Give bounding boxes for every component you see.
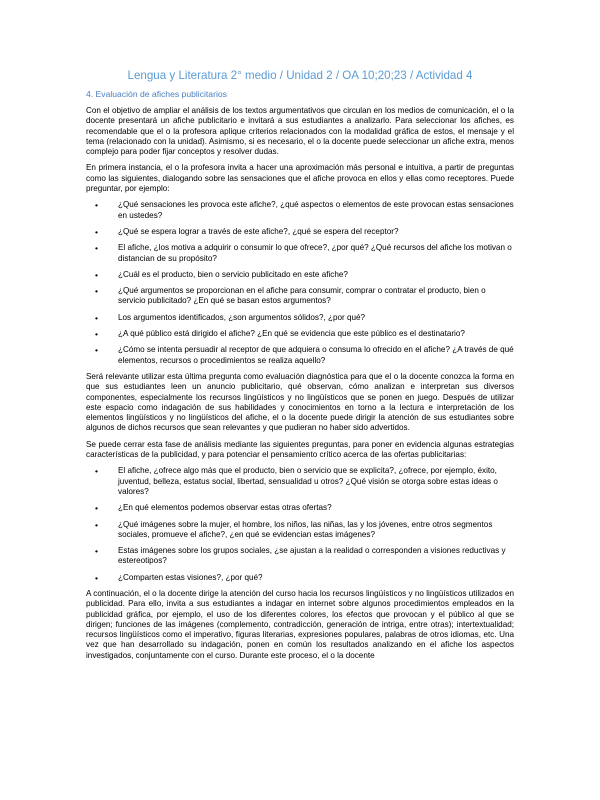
closing-phase-paragraph: Se puede cerrar esta fase de análisis mediante las siguientes preguntas, para poner en evidencia algunas estrategias características de la publicidad, y para potenciar el pensamiento crítico acerca de las ofertas publicitarias: xyxy=(86,439,514,460)
list-item: • ¿Comparten estas visiones?, ¿por qué? xyxy=(116,573,514,583)
first-stage-paragraph: En primera instancia, el o la profesora invita a hacer una aproximación más personal e intuitiva, a partir de preguntas como las siguientes, dialogando sobre las sensaciones que el afiche provoca en ellos y ellas como receptores. Puede preguntar, por ejemplo: xyxy=(86,163,514,194)
document-title: Lengua y Literatura 2° medio / Unidad 2 / OA 10;20;23 / Actividad 4 xyxy=(127,69,473,82)
list-item: • El afiche, ¿los motiva a adquirir o consumir lo que ofrece?, ¿por qué? ¿Qué recursos del afiche los motivan o distancian de su propósito? xyxy=(116,243,514,264)
list-item: • Los argumentos identificados, ¿son argumentos sólidos?, ¿por qué? xyxy=(116,313,514,323)
list-item: • ¿Qué imágenes sobre la mujer, el hombre, los niños, las niñas, las y los jóvenes, entre otros segmentos sociales, promueve el afiche?, ¿en qué se evidencian estas imágenes? xyxy=(116,520,514,541)
list-item: • ¿Cómo se intenta persuadir al receptor de que adquiera o consuma lo ofrecido en el afiche? ¿A través de qué elementos, recursos o procedimientos se realiza aquello? xyxy=(116,345,514,366)
critical-questions-list xyxy=(86,466,514,583)
list-item: • ¿Qué argumentos se proporcionan en el afiche para consumir, comprar o contratar el producto, bien o servicio publicitado? ¿En qué se basan estos argumentos? xyxy=(116,286,514,307)
list-item: • Estas imágenes sobre los grupos sociales, ¿se ajustan a la realidad o corresponden a visiones reductivas y estereotipos? xyxy=(116,546,514,567)
list-item: • ¿En qué elementos podemos observar estas otras ofertas? xyxy=(116,503,514,513)
resources-paragraph: A continuación, el o la docente dirige la atención del curso hacia los recursos lingüísticos y no lingüísticos utilizados en publicidad. Para ello, invita a sus estudiantes a indagar en internet sobre algunos procedimientos empleados en la publicidad gráfica, por ejemplo, el uso de los diferentes colores, los efectos que provocan y el público al que se dirigen; funciones de las imágenes (complemento, contradicción, generación de intriga, entre otras); intertextualidad; recursos lingüísticos como el imperativo, figuras literarias, expresiones populares, palabras de otros idiomas, etc. Una vez que han desarrollado su indagación, ponen en común los resultados analizando en el afiche los aspectos investigados, conjuntamente con el curso. Durante este proceso, el o la docente xyxy=(86,588,514,660)
section-heading: 4. Evaluación de afiches publicitarios xyxy=(86,89,227,99)
list-item: • ¿A qué público está dirigido el afiche? ¿En qué se evidencia que este público es el destinatario? xyxy=(116,329,514,339)
diagnostic-paragraph: Será relevante utilizar esta última pregunta como evaluación diagnóstica para que el o la docente conozca la forma en que sus estudiantes leen un anuncio publicitario, qué observan, cómo analizan e interpretan sus diversos componentes, especialmente los recursos lingüísticos y no lingüísticos que se ponen en juego. Después de utilizar este espacio como indagación de sus habilidades y conocimientos en torno a la lectura e interpretación de los elementos lingüísticos y no lingüísticos del afiche, el o la docente puede dirigir la atención de sus estudiantes sobre algunos de dichos recursos que sean relevantes y que pudieran no haber sido advertidos. xyxy=(86,371,514,433)
intro-paragraph: Con el objetivo de ampliar el análisis de los textos argumentativos que circulan en los medios de comunicación, el o la docente presentará un afiche publicitario e invitará a sus estudiantes a analizarlo. Para seleccionar los afiches, es recomendable que el o la profesora aplique criterios relacionados con la modalidad gráfica de estos, el mensaje y el tema (relacionado con la unidad). Asimismo, si es necesario, el o la docente puede seleccionar un afiche extra, menos complejo para poder fijar conceptos y resolver dudas. xyxy=(86,106,514,157)
initial-questions-list xyxy=(86,200,514,366)
list-item: • ¿Cuál es el producto, bien o servicio publicitado en este afiche? xyxy=(116,270,514,280)
list-item: • ¿Qué sensaciones les provoca este afiche?, ¿qué aspectos o elementos de este provocan estas sensaciones en ustedes? xyxy=(116,200,514,221)
list-item: • ¿Qué se espera lograr a través de este afiche?, ¿qué se espera del receptor? xyxy=(116,227,514,237)
list-item: • El afiche, ¿ofrece algo más que el producto, bien o servicio que se explicita?, ¿ofrece, por ejemplo, éxito, juventud, belleza, estatus social, libertad, sensualidad u otros? ¿Qué visión se otorga sobre estas ideas o valores? xyxy=(116,466,514,497)
